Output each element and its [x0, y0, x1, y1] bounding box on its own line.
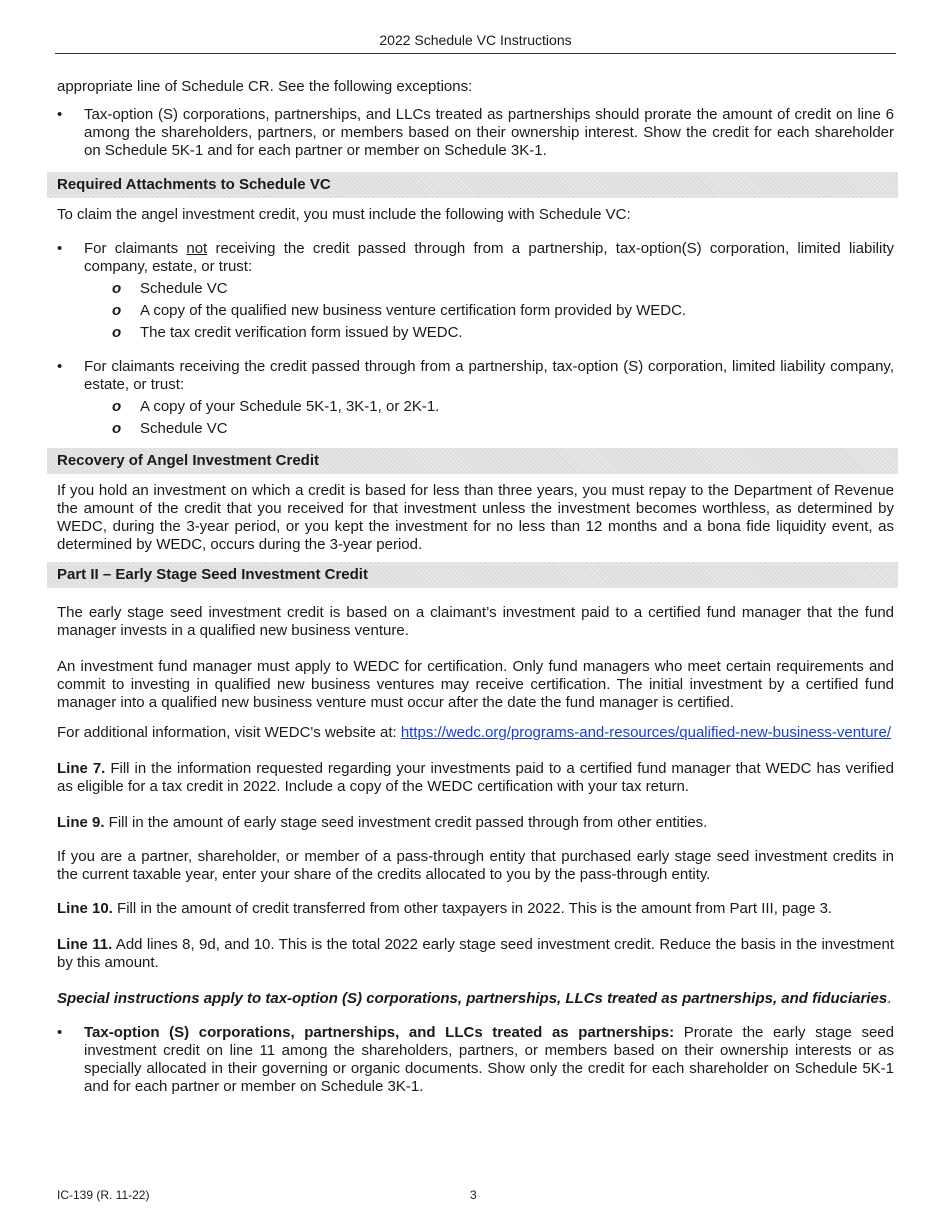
- recovery-text: If you hold an investment on which a credit is based for less than three years, you must repay to the Department of Revenue the amount of the credit that you received for that investment unless the investment becomes worthless, as determined by WEDC, during the 3-year period, or you kept the investment for no less than 12 months and a bona fide liquidity event, as determined by WEDC, occurs during the 3-year period.: [57, 482, 894, 553]
- part2-paragraph: The early stage seed investment credit is based on a claimant’s investment paid to a certified fund manager that the fund manager invests in a qualified new business venture.: [57, 604, 894, 639]
- sub-list-item: o A copy of your Schedule 5K-1, 3K-1, or 2K-1.: [112, 398, 440, 415]
- section-heading-recovery: Recovery of Angel Investment Credit: [47, 448, 898, 474]
- list-item: • For claimants not receiving the credit passed through from a partnership, tax-option(S) corporation, limited liability company, estate, or trust:: [57, 240, 894, 275]
- sub-bullet-icon: o: [112, 302, 122, 319]
- sub-bullet-icon: o: [112, 420, 122, 437]
- page-number: 3: [470, 1188, 477, 1202]
- line-11-instructions: Line 11. Add lines 8, 9d, and 10. This is the total 2022 early stage seed investment credit. Reduce the basis in the investment by this amount.: [57, 936, 894, 971]
- sub-list-item: o The tax credit verification form issued by WEDC.: [112, 324, 463, 341]
- bullet-icon: •: [57, 106, 63, 123]
- line-9-instructions: Line 9. Fill in the amount of early stage seed investment credit passed through from other entities.: [57, 814, 708, 831]
- list-item: • Tax-option (S) corporations, partnerships, and LLCs treated as partnerships should prorate the amount of credit on line 6 among the shareholders, partners, or members based on their ownership interest. Show the credit for each shareholder on Schedule 5K-1 and for each partner or member on Schedule 3K-1.: [57, 106, 894, 159]
- sub-bullet-icon: o: [112, 398, 122, 415]
- list-item: • Tax-option (S) corporations, partnerships, and LLCs treated as partnerships: Prorate the early stage seed investment credit on line 11 among the shareholders, partners, or members based on their ownership interests or as specially allocated in their governing or organic documents. Show only the credit for each shareholder on Schedule 5K-1 and for each partner or member on Schedule 3K-1.: [57, 1024, 894, 1095]
- line-10-instructions: Line 10. Fill in the amount of credit transferred from other taxpayers in 2022. This is the amount from Part III, page 3.: [57, 900, 833, 917]
- bullet-icon: •: [57, 240, 63, 257]
- section-heading-part2: Part II – Early Stage Seed Investment Credit: [47, 562, 898, 588]
- wedc-website-link[interactable]: https://wedc.org/programs-and-resources/qualified-new-business-venture/: [400, 724, 892, 741]
- sub-list-item: o Schedule VC: [112, 420, 228, 437]
- sub-list-item: o A copy of the qualified new business venture certification form provided by WEDC.: [112, 302, 687, 319]
- list-item: • For claimants receiving the credit passed through from a partnership, tax-option (S) corporation, limited liability company, estate, or trust:: [57, 358, 894, 393]
- form-number: IC-139 (R. 11-22): [57, 1188, 150, 1202]
- sub-bullet-icon: o: [112, 324, 122, 341]
- sub-bullet-icon: o: [112, 280, 122, 297]
- bullet-icon: •: [57, 1024, 63, 1041]
- intro-line: appropriate line of Schedule CR. See the following exceptions:: [57, 78, 473, 95]
- page-content: [57, 78, 894, 1096]
- bullet-icon: •: [57, 358, 63, 375]
- special-instructions: Special instructions apply to tax-option (S) corporations, partnerships, LLCs treated as partnerships, and fiduciaries.: [57, 990, 892, 1007]
- line-7-instructions: Line 7. Fill in the information requested regarding your investments paid to a certified fund manager that WEDC has verified as eligible for a tax credit in 2022. Include a copy of the WEDC certification with your tax return.: [57, 760, 894, 795]
- line-9-passthrough: If you are a partner, shareholder, or member of a pass-through entity that purchased early stage seed investment credits in the current taxable year, enter your share of the credits allocated to you by the pass-through entity.: [57, 848, 894, 883]
- attachments-intro: To claim the angel investment credit, you must include the following with Schedule VC:: [57, 206, 631, 223]
- wedc-website-paragraph: For additional information, visit WEDC's website at: https://wedc.org/programs-and-resources/qualified-new-business-venture/: [57, 724, 892, 741]
- page-header: 2022 Schedule VC Instructions: [55, 32, 896, 54]
- section-heading-attachments: Required Attachments to Schedule VC: [47, 172, 898, 198]
- sub-list-item: o Schedule VC: [112, 280, 228, 297]
- part2-paragraph: An investment fund manager must apply to WEDC for certification. Only fund managers who meet certain requirements and commit to investing in qualified new business ventures may receive certification. The initial investment by a certified fund manager into a qualified new business venture must occur after the date the fund manager is certified.: [57, 658, 894, 711]
